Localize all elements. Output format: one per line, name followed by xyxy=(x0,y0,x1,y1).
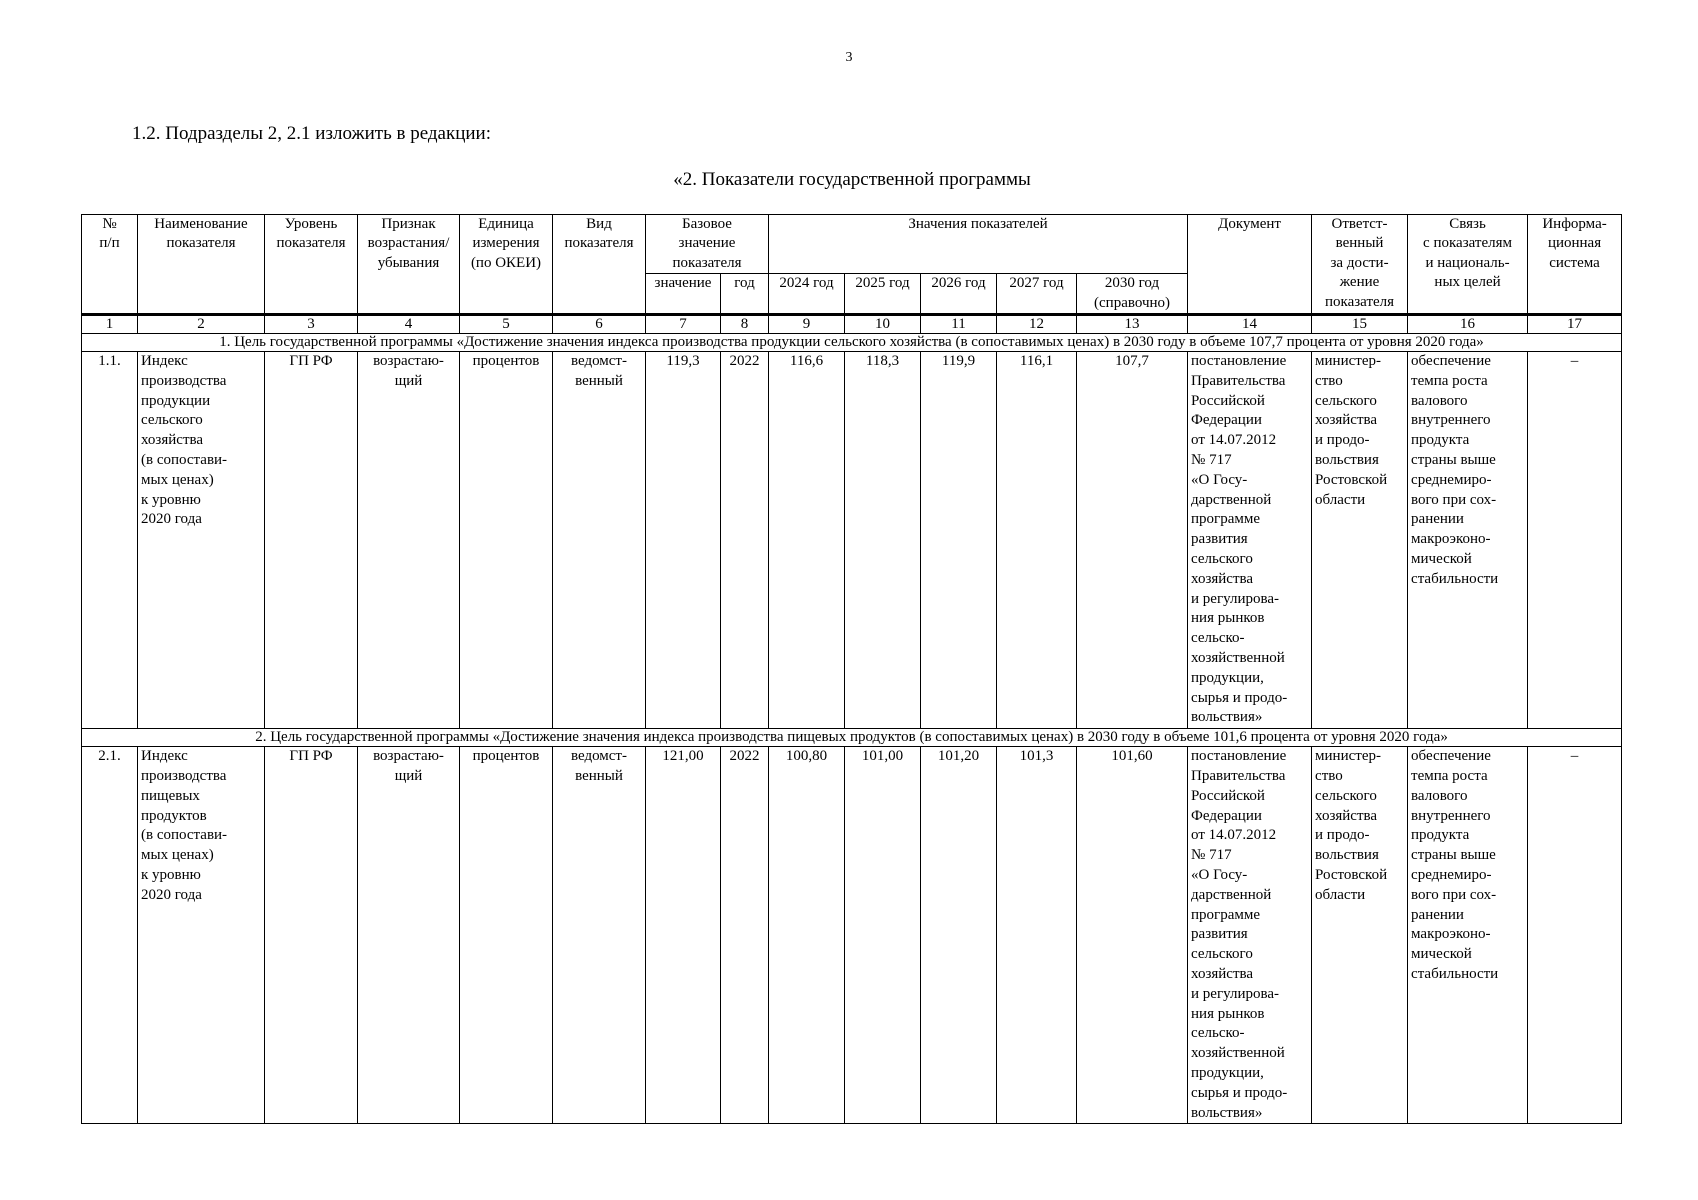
goal-row xyxy=(82,729,1622,747)
cell-2027: 101,3 xyxy=(997,747,1077,1124)
cell-name: Индекс производства пищевых продуктов (в сопостави- мых ценах) к уровню 2020 года xyxy=(138,747,265,1124)
intro-paragraph: 1.2. Подразделы 2, 2.1 изложить в редакции: xyxy=(132,123,491,144)
cell-responsible: министер- ство сельского хозяйства и продо- вольствия Ростовской области xyxy=(1312,352,1408,729)
cell-info: – xyxy=(1528,747,1622,1124)
cell-unit: процентов xyxy=(460,747,553,1124)
header-link: Связь с показателям и националь- ных целей xyxy=(1408,215,1528,315)
header-unit: Единица измерения (по ОКЕИ) xyxy=(460,215,553,315)
column-number: 7 xyxy=(646,315,721,334)
cell-2030: 101,60 xyxy=(1077,747,1188,1124)
cell-sign: возрастаю- щий xyxy=(358,747,460,1124)
header-document: Документ xyxy=(1188,215,1312,315)
page-number: 3 xyxy=(845,50,853,65)
cell-unit: процентов xyxy=(460,352,553,729)
column-number: 10 xyxy=(845,315,921,334)
header-year-2024: 2024 год xyxy=(769,274,845,315)
cell-document: постановление Правительства Российской Федерации от 14.07.2012 № 717 «О Госу- дарственной программе развития сельского хозяйства и регулирова- ния рынков сельско- хозяйственной продукции, сырья и продо- вольствия» xyxy=(1188,352,1312,729)
cell-type: ведомст- венный xyxy=(553,747,646,1124)
goal-text: 1. Цель государственной программы «Достижение значения индекса производства продукции сельского хозяйства (в сопоставимых ценах) в 2030 году в объеме 107,7 процента от уровня 2020 года» xyxy=(82,334,1622,352)
header-base-year: год xyxy=(721,274,769,315)
cell-2025: 118,3 xyxy=(845,352,921,729)
header-responsible: Ответст- венный за дости- жение показателя xyxy=(1312,215,1408,315)
column-number: 1 xyxy=(82,315,138,334)
section-title xyxy=(0,169,1698,191)
cell-base-value: 121,00 xyxy=(646,747,721,1124)
indicators-table xyxy=(81,214,1622,1124)
header-base: Базовое значение показателя xyxy=(646,215,769,274)
header-year-2030: 2030 год (справочно) xyxy=(1077,274,1188,315)
header-info: Информа- ционная система xyxy=(1528,215,1622,315)
column-number: 14 xyxy=(1188,315,1312,334)
column-number: 5 xyxy=(460,315,553,334)
cell-info: – xyxy=(1528,352,1622,729)
section-title-text: «2. Показатели государственной программы xyxy=(673,169,1031,190)
cell-base-value: 119,3 xyxy=(646,352,721,729)
header-row-top xyxy=(82,215,1622,274)
header-name: Наименование показателя xyxy=(138,215,265,315)
goal-row xyxy=(82,334,1622,352)
header-num: № п/п xyxy=(82,215,138,315)
cell-2030: 107,7 xyxy=(1077,352,1188,729)
header-level: Уровень показателя xyxy=(265,215,358,315)
header-base-value: значение xyxy=(646,274,721,315)
cell-base-year: 2022 xyxy=(721,747,769,1124)
header-values: Значения показателей xyxy=(769,215,1188,274)
cell-responsible: министер- ство сельского хозяйства и продо- вольствия Ростовской области xyxy=(1312,747,1408,1124)
cell-document: постановление Правительства Российской Федерации от 14.07.2012 № 717 «О Госу- дарственной программе развития сельского хозяйства и регулирова- ния рынков сельско- хозяйственной продукции, сырья и продо- вольствия» xyxy=(1188,747,1312,1124)
column-number: 4 xyxy=(358,315,460,334)
cell-type: ведомст- венный xyxy=(553,352,646,729)
column-number: 2 xyxy=(138,315,265,334)
cell-name: Индекс производства продукции сельского хозяйства (в сопостави- мых ценах) к уровню 2020 года xyxy=(138,352,265,729)
cell-sign: возрастаю- щий xyxy=(358,352,460,729)
header-year-2025: 2025 год xyxy=(845,274,921,315)
column-number: 9 xyxy=(769,315,845,334)
cell-level: ГП РФ xyxy=(265,747,358,1124)
cell-num: 2.1. xyxy=(82,747,138,1124)
cell-level: ГП РФ xyxy=(265,352,358,729)
cell-2026: 101,20 xyxy=(921,747,997,1124)
goal-text: 2. Цель государственной программы «Достижение значения индекса производства пищевых продуктов (в сопоставимых ценах) в 2030 году в объеме 101,6 процента от уровня 2020 года» xyxy=(82,729,1622,747)
column-number: 12 xyxy=(997,315,1077,334)
cell-2025: 101,00 xyxy=(845,747,921,1124)
header-type: Вид показателя xyxy=(553,215,646,315)
cell-link: обеспечение темпа роста валового внутреннего продукта страны выше среднемиро- вого при сох- ранении макроэконо- мической стабильности xyxy=(1408,352,1528,729)
column-number: 16 xyxy=(1408,315,1528,334)
cell-base-year: 2022 xyxy=(721,352,769,729)
cell-2026: 119,9 xyxy=(921,352,997,729)
cell-2024: 100,80 xyxy=(769,747,845,1124)
table-row xyxy=(82,747,1622,1124)
cell-num: 1.1. xyxy=(82,352,138,729)
column-number: 3 xyxy=(265,315,358,334)
header-sign: Признак возрастания/ убывания xyxy=(358,215,460,315)
cell-link: обеспечение темпа роста валового внутреннего продукта страны выше среднемиро- вого при сох- ранении макроэконо- мической стабильности xyxy=(1408,747,1528,1124)
column-number: 17 xyxy=(1528,315,1622,334)
cell-2024: 116,6 xyxy=(769,352,845,729)
column-number: 13 xyxy=(1077,315,1188,334)
column-number: 15 xyxy=(1312,315,1408,334)
column-number: 11 xyxy=(921,315,997,334)
column-number: 8 xyxy=(721,315,769,334)
column-number: 6 xyxy=(553,315,646,334)
header-year-2027: 2027 год xyxy=(997,274,1077,315)
header-year-2026: 2026 год xyxy=(921,274,997,315)
column-number-row xyxy=(82,315,1622,334)
table-row xyxy=(82,352,1622,729)
cell-2027: 116,1 xyxy=(997,352,1077,729)
